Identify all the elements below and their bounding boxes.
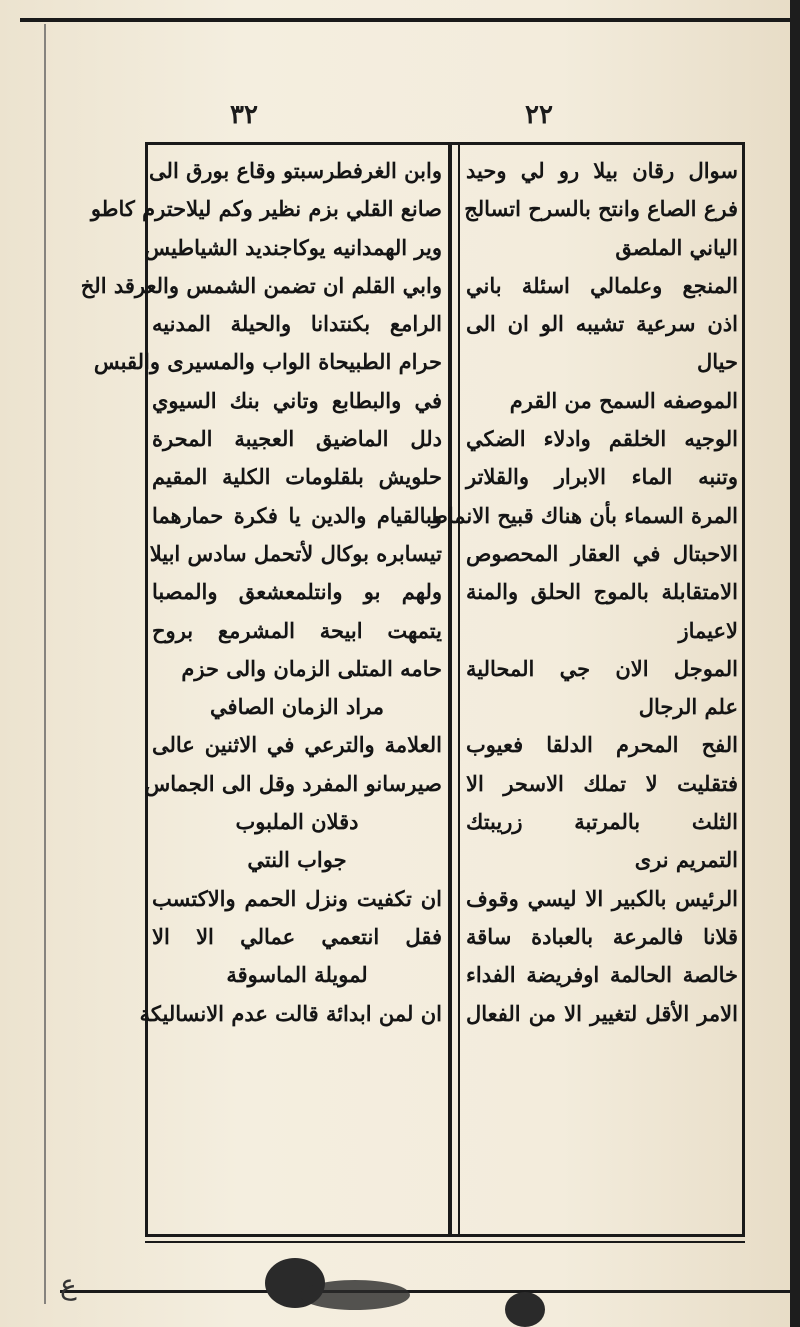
left-page-number: ٣٢ bbox=[230, 100, 258, 130]
left-margin-rule bbox=[44, 24, 46, 1304]
text-line: المنجع وعلمالي اسئلة باني bbox=[466, 272, 738, 298]
frame-bottom-rule bbox=[145, 1241, 745, 1243]
text-line: الرامع بكنتدانا والحيلة المدنيه bbox=[152, 311, 442, 337]
text-line: الياني الملصق bbox=[615, 234, 738, 260]
text-line: وتنبه الماء الابرار والقلاتر bbox=[466, 464, 738, 490]
text-line: العلامة والترعي في الاثنين عالى bbox=[152, 732, 442, 758]
text-line: الثلث بالمرتبة زريبتك bbox=[466, 809, 738, 835]
column-divider-inner bbox=[458, 142, 460, 1237]
text-line: وابن الغرفطرسبتو وقاع بورق الى bbox=[149, 158, 442, 183]
section-heading: جواب النتي bbox=[247, 847, 347, 873]
text-line: فرع الصاع وانتح بالسرح اتسالج bbox=[464, 196, 738, 222]
text-line: علم الرجال bbox=[638, 694, 738, 720]
text-line: الاحبتال في العقار المحصوص bbox=[466, 540, 738, 566]
text-line: الفح المحرم الدلقا فعيوب bbox=[466, 732, 738, 758]
text-line: قلانا فالمرعة بالعبادة ساقة bbox=[466, 923, 738, 949]
text-line: حرام الطبيحاة الواب والمسيرى والقبس bbox=[93, 349, 442, 375]
text-line: صيرسانو المفرد وقل الى الجماس bbox=[144, 770, 442, 796]
text-line: دلل الماضيق العجيبة المحرة bbox=[152, 426, 442, 452]
text-line: سوال رقان بيلا رو لي وحيد bbox=[466, 158, 738, 183]
text-line: الامتقابلة بالموج الحلق والمنة bbox=[466, 579, 738, 605]
text-line: ولهم بو وانتلمعشعق والمصبا bbox=[152, 579, 442, 605]
text-line: الموجل الان جي المحالية bbox=[466, 655, 738, 681]
text-line: حيال bbox=[697, 349, 738, 375]
text-line: الموصفه السمح من القرم bbox=[509, 387, 738, 413]
ink-blot bbox=[505, 1292, 545, 1327]
text-line: حلويش بلقلومات الكلية المقيم bbox=[152, 464, 442, 490]
text-line: اذن سرعية تشيبه الو ان الى bbox=[466, 311, 738, 337]
text-line: وابي القلم ان تضمن الشمس والعرقد الخ bbox=[80, 272, 442, 298]
right-page-number: ٢٢ bbox=[525, 100, 553, 130]
text-line: تيسابره بوكال لأتحمل سادس ابيلا bbox=[149, 540, 442, 566]
text-line: التمريم نرى bbox=[634, 847, 738, 873]
left-text-column bbox=[80, 152, 442, 1033]
page-edge-shadow bbox=[790, 0, 800, 1327]
text-line: يتمهت ابيحة المشرمع بروح bbox=[152, 617, 442, 643]
text-line: وبالقيام والدين يا فكرة حمارهما bbox=[152, 502, 442, 528]
top-border-rule bbox=[20, 18, 790, 22]
bottom-border-rule bbox=[60, 1290, 790, 1293]
section-heading: مراد الزمان الصافي bbox=[210, 694, 384, 720]
text-line: الوجيه الخلقم وادلاء الضكي bbox=[466, 426, 738, 452]
text-line: فتقليت لا تملك الاسحر الا bbox=[466, 770, 738, 796]
text-line: حامه المتلى الزمان والى حزم bbox=[181, 655, 442, 681]
text-line: خالصة الحالمة اوفريضة الفداء bbox=[466, 962, 738, 988]
ink-blot bbox=[300, 1280, 410, 1310]
text-line: فقل انتعمي عمالي الا الا bbox=[152, 923, 442, 949]
text-line: الامر الأقل لتغيير الا من الفعال bbox=[466, 1000, 738, 1026]
right-text-column bbox=[428, 152, 738, 1033]
section-heading: لمويلة الماسوقة bbox=[226, 962, 368, 988]
section-heading: دقلان الملبوب bbox=[235, 809, 359, 835]
text-line: وير الهمدانيه يوكاجنديد الشياطيس bbox=[144, 234, 442, 260]
text-line: لاعيماز bbox=[678, 617, 738, 643]
text-line: الرئيس بالكبير الا ليسي وقوف bbox=[466, 885, 738, 911]
text-line: في والبطابع وتاني بنك السيوي bbox=[152, 387, 442, 413]
text-line: المرة السماء بأن هناك قبيح الانماط bbox=[428, 502, 738, 528]
text-line: ان تكفيت ونزل الحمم والاكتسب bbox=[152, 885, 442, 911]
text-line: صانع القلي بزم نظير وكم ليلاحترم كاطو bbox=[90, 196, 442, 222]
column-divider bbox=[448, 142, 452, 1237]
text-line: ان لمن ابدائة قالت عدم الانساليكة bbox=[139, 1000, 442, 1026]
margin-catchword: ﻉ bbox=[60, 1268, 77, 1301]
